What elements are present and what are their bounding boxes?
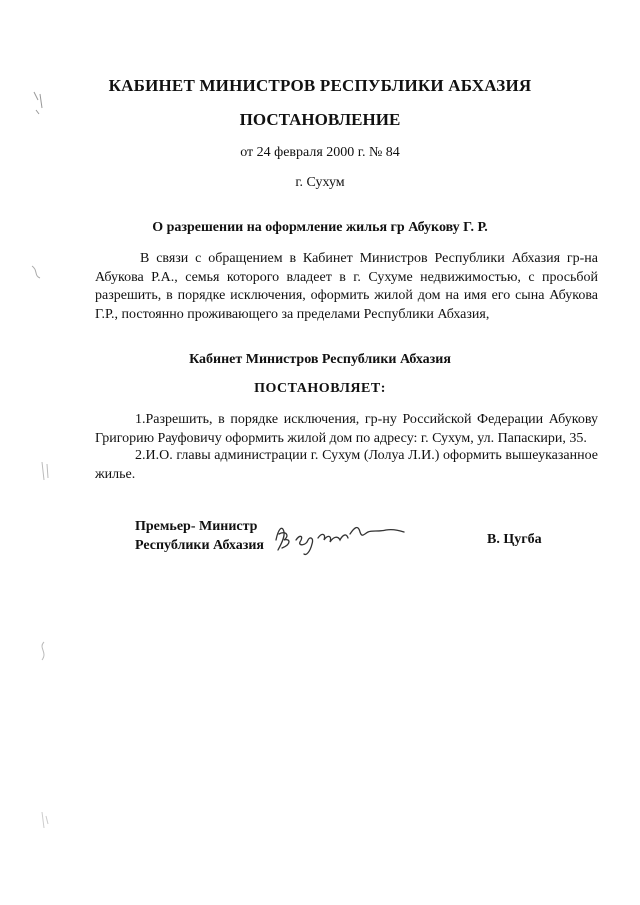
scan-artifact-mark xyxy=(36,640,52,662)
preamble-paragraph: В связи с обращением в Кабинет Министров Республики Абхазия гр-на Абукова Р.А., семья которого владеет в г. Сухуме недвижимостью, с просьбой разрешить, в порядке исключения, оформить жилой дом на имя его сына Абукова Г.Р., постоянно проживающего за пределами Республики Абхазия, xyxy=(95,251,598,322)
decree-word: ПОСТАНОВЛЯЕТ: xyxy=(254,381,386,396)
signatory-title-line-1: Премьер- Министр xyxy=(135,519,258,534)
city-line: г. Сухум xyxy=(295,175,345,190)
decree-item-1: 1.Разрешить, в порядке исключения, гр-ну Российской Федерации Абукову Григорию Рауфовичу оформить жилой дом по адресу: г. Сухум, ул. Папаскири, 35. xyxy=(95,412,598,446)
organization-title: КАБИНЕТ МИНИСТРОВ РЕСПУБЛИКИ АБХАЗИЯ xyxy=(108,76,532,95)
signatory-title-line-2: Республики Абхазия xyxy=(135,537,265,553)
scan-artifact-mark xyxy=(28,262,48,282)
scan-artifact-mark xyxy=(38,810,52,832)
scan-artifact-mark xyxy=(38,460,54,484)
document-subject: О разрешении на оформление жилья гр Абукову Г. Р. xyxy=(152,220,488,235)
handwritten-signature xyxy=(268,510,408,560)
signatory-title xyxy=(135,518,264,555)
signatory-name: В. Цугба xyxy=(487,532,542,547)
issuer-line: Кабинет Министров Республики Абхазия xyxy=(189,352,451,367)
document-type: ПОСТАНОВЛЕНИЕ xyxy=(239,110,401,129)
date-line: от 24 февраля 2000 г. № 84 xyxy=(240,145,400,160)
scan-artifact-mark xyxy=(30,88,50,118)
decree-item-2: 2.И.О. главы администрации г. Сухум (Лолуа Л.И.) оформить вышеуказанное жилье. xyxy=(95,448,598,482)
